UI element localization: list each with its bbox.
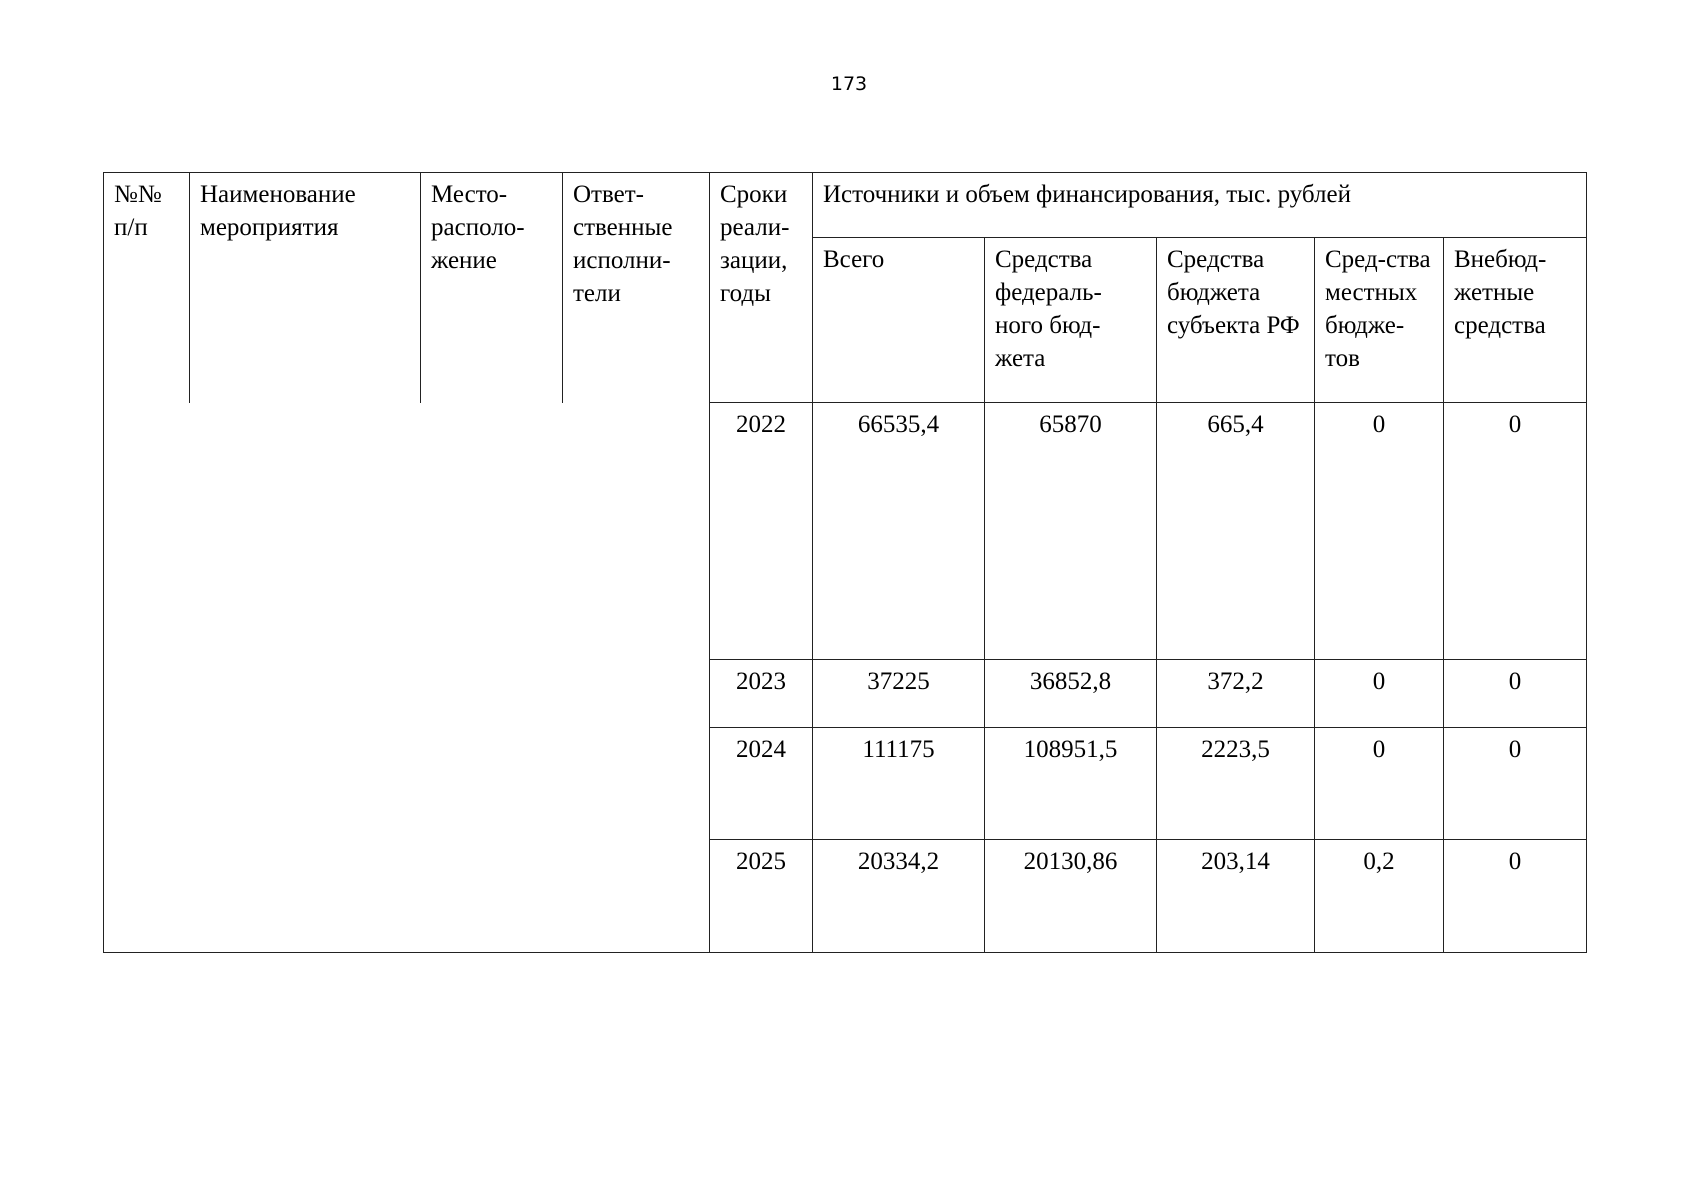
header-location: Место-располо-жение [421, 173, 563, 403]
header-total: Всего [813, 238, 985, 403]
cell-local: 0 [1315, 728, 1444, 840]
cell-federal: 20130,86 [985, 840, 1157, 953]
cell-local: 0 [1315, 403, 1444, 660]
cell-year: 2024 [710, 728, 813, 840]
header-extra: Внебюд-жетные средства [1444, 238, 1587, 403]
cell-subject: 203,14 [1157, 840, 1315, 953]
cell-extra: 0 [1444, 660, 1587, 728]
page-number: 173 [830, 73, 868, 95]
header-executors: Ответ-ственные исполни-тели [563, 173, 710, 403]
cell-extra: 0 [1444, 403, 1587, 660]
header-row-1 [104, 173, 1587, 238]
header-federal: Средства федераль-ного бюд-жета [985, 238, 1157, 403]
cell-local: 0 [1315, 660, 1444, 728]
cell-subject: 665,4 [1157, 403, 1315, 660]
table-row [104, 403, 1587, 660]
cell-federal: 108951,5 [985, 728, 1157, 840]
cell-subject: 2223,5 [1157, 728, 1315, 840]
header-subject: Средства бюджета субъекта РФ [1157, 238, 1315, 403]
merged-blank-cell [104, 403, 710, 953]
header-period: Сроки реали-зации, годы [710, 173, 813, 403]
cell-federal: 65870 [985, 403, 1157, 660]
cell-year: 2023 [710, 660, 813, 728]
cell-subject: 372,2 [1157, 660, 1315, 728]
header-local: Сред-ства местных бюдже-тов [1315, 238, 1444, 403]
cell-year: 2022 [710, 403, 813, 660]
financing-table [103, 172, 1587, 953]
cell-total: 111175 [813, 728, 985, 840]
cell-total: 66535,4 [813, 403, 985, 660]
cell-federal: 36852,8 [985, 660, 1157, 728]
cell-extra: 0 [1444, 728, 1587, 840]
header-num: №№ п/п [104, 173, 190, 403]
header-name: Наименование мероприятия [190, 173, 421, 403]
cell-total: 20334,2 [813, 840, 985, 953]
cell-local: 0,2 [1315, 840, 1444, 953]
header-funding-group: Источники и объем финансирования, тыс. рублей [813, 173, 1587, 238]
cell-total: 37225 [813, 660, 985, 728]
cell-extra: 0 [1444, 840, 1587, 953]
cell-year: 2025 [710, 840, 813, 953]
